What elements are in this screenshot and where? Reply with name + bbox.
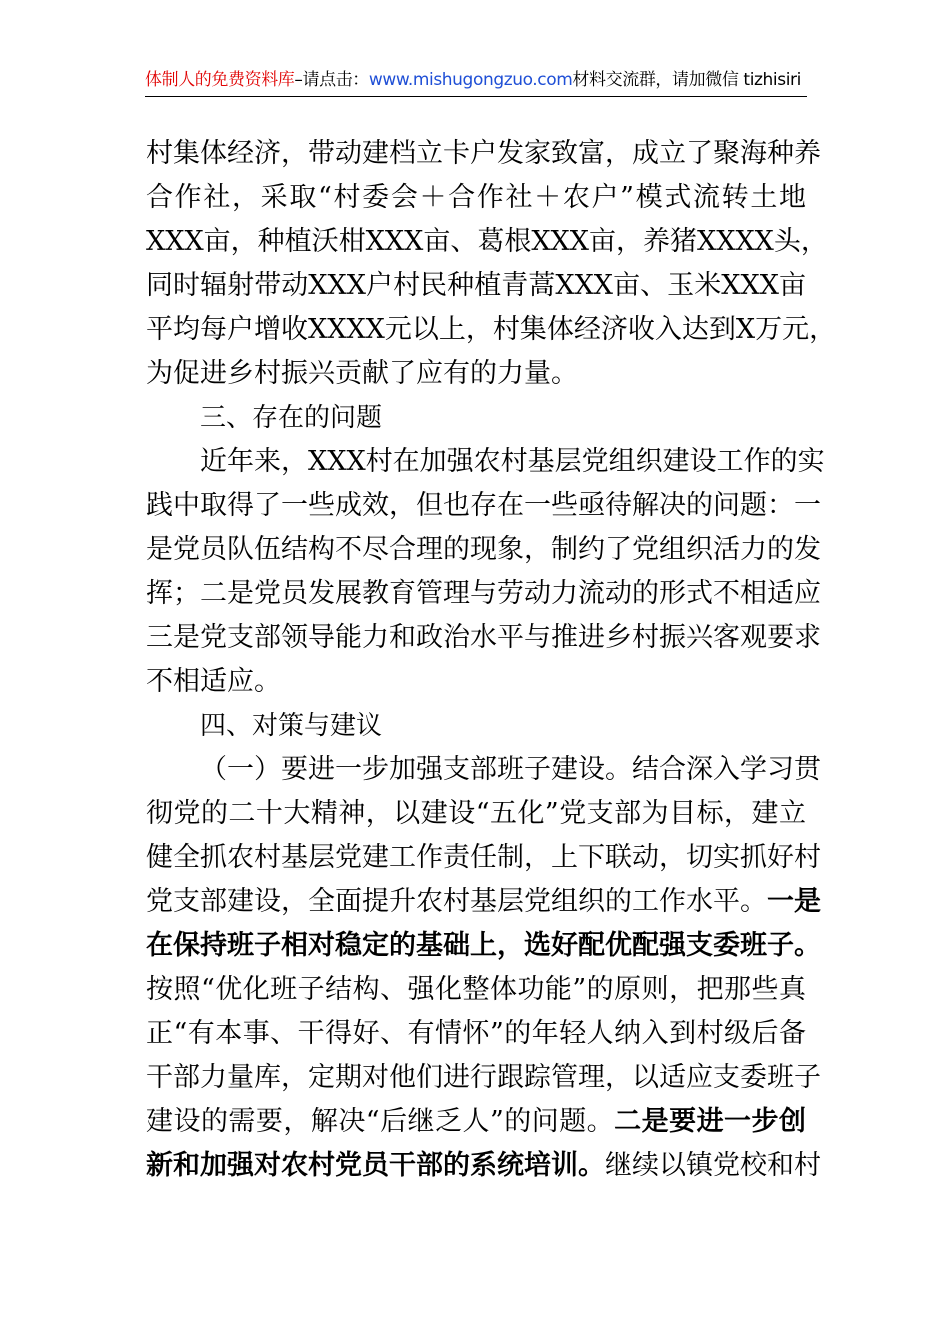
text-line: [146, 1144, 821, 1188]
text-line: [146, 880, 821, 924]
bold-text-run: 二是要进一步创: [614, 1106, 807, 1137]
page-header: [145, 66, 807, 97]
text-line: 合作社，采取“村委会＋合作社＋农户”模式流转土地: [146, 182, 806, 213]
header-prompt: –请点击：: [294, 70, 369, 90]
section-heading-problems: 三、存在的问题: [200, 403, 383, 433]
paragraph-problems: [146, 440, 825, 704]
section-heading-measures: 四、对策与建议: [200, 711, 383, 741]
text-line: XXX亩，种植沃柑XXX亩、葛根XXX亩，养猪XXXX头，: [146, 226, 828, 257]
text-line: 不相适应。: [146, 666, 281, 697]
text-run: 建设的需要，解决“后继乏人”的问题。: [146, 1106, 615, 1137]
text-line: 践中取得了一些成效，但也存在一些亟待解决的问题：一: [146, 490, 821, 521]
text-line: 平均每户增收XXXX元以上，村集体经济收入达到X万元，: [146, 314, 837, 345]
text-line: 彻党的二十大精神，以建设“五化”党支部为目标，建立: [146, 798, 806, 829]
header-brand: 体制人的免费资料库: [145, 70, 295, 90]
text-line: 干部力量库，定期对他们进行跟踪管理，以适应支委班子: [146, 1062, 821, 1093]
text-line: 健全抓农村基层党建工作责任制，上下联动，切实抓好村: [146, 842, 821, 873]
text-line: 同时辐射带动XXX户村民种植青蒿XXX亩、玉米XXX亩: [146, 270, 806, 301]
header-link[interactable]: www.mishugongzuo.com: [368, 70, 573, 90]
text-line: 是党员队伍结构不尽合理的现象，制约了党组织活力的发: [146, 534, 821, 565]
paragraph-measures: [146, 748, 821, 1188]
bold-text-line: 在保持班子相对稳定的基础上，选好配优配强支委班子。: [146, 930, 821, 961]
document-body: [146, 132, 837, 1188]
text-line: 挥；二是党员发展教育管理与劳动力流动的形式不相适应: [146, 578, 821, 609]
text-line: 村集体经济，带动建档立卡户发家致富，成立了聚海种养: [146, 138, 821, 169]
text-line: 为促进乡村振兴贡献了应有的力量。: [146, 358, 578, 389]
text-line: （一）要进一步加强支部班子建设。结合深入学习贯: [200, 754, 821, 785]
text-line: [146, 1100, 806, 1144]
text-line: 按照“优化班子结构、强化整体功能”的原则，把那些真: [146, 974, 806, 1005]
text-line: 三是党支部领导能力和政治水平与推进乡村振兴客观要求: [146, 622, 821, 653]
header-wechat-note: 材料交流群，请加微信 tizhisiri: [572, 70, 801, 90]
text-run: 党支部建设，全面提升农村基层党组织的工作水平。: [146, 886, 767, 917]
paragraph-intro: [146, 132, 837, 396]
bold-text-run: 新和加强对农村党员干部的系统培训。: [146, 1150, 605, 1181]
bold-text-run: 一是: [767, 886, 821, 917]
text-line: 近年来，XXX村在加强农村基层党组织建设工作的实: [200, 446, 825, 477]
text-line: 正“有本事、干得好、有情怀”的年轻人纳入到村级后备: [146, 1018, 806, 1049]
text-run: 继续以镇党校和村: [605, 1150, 821, 1181]
